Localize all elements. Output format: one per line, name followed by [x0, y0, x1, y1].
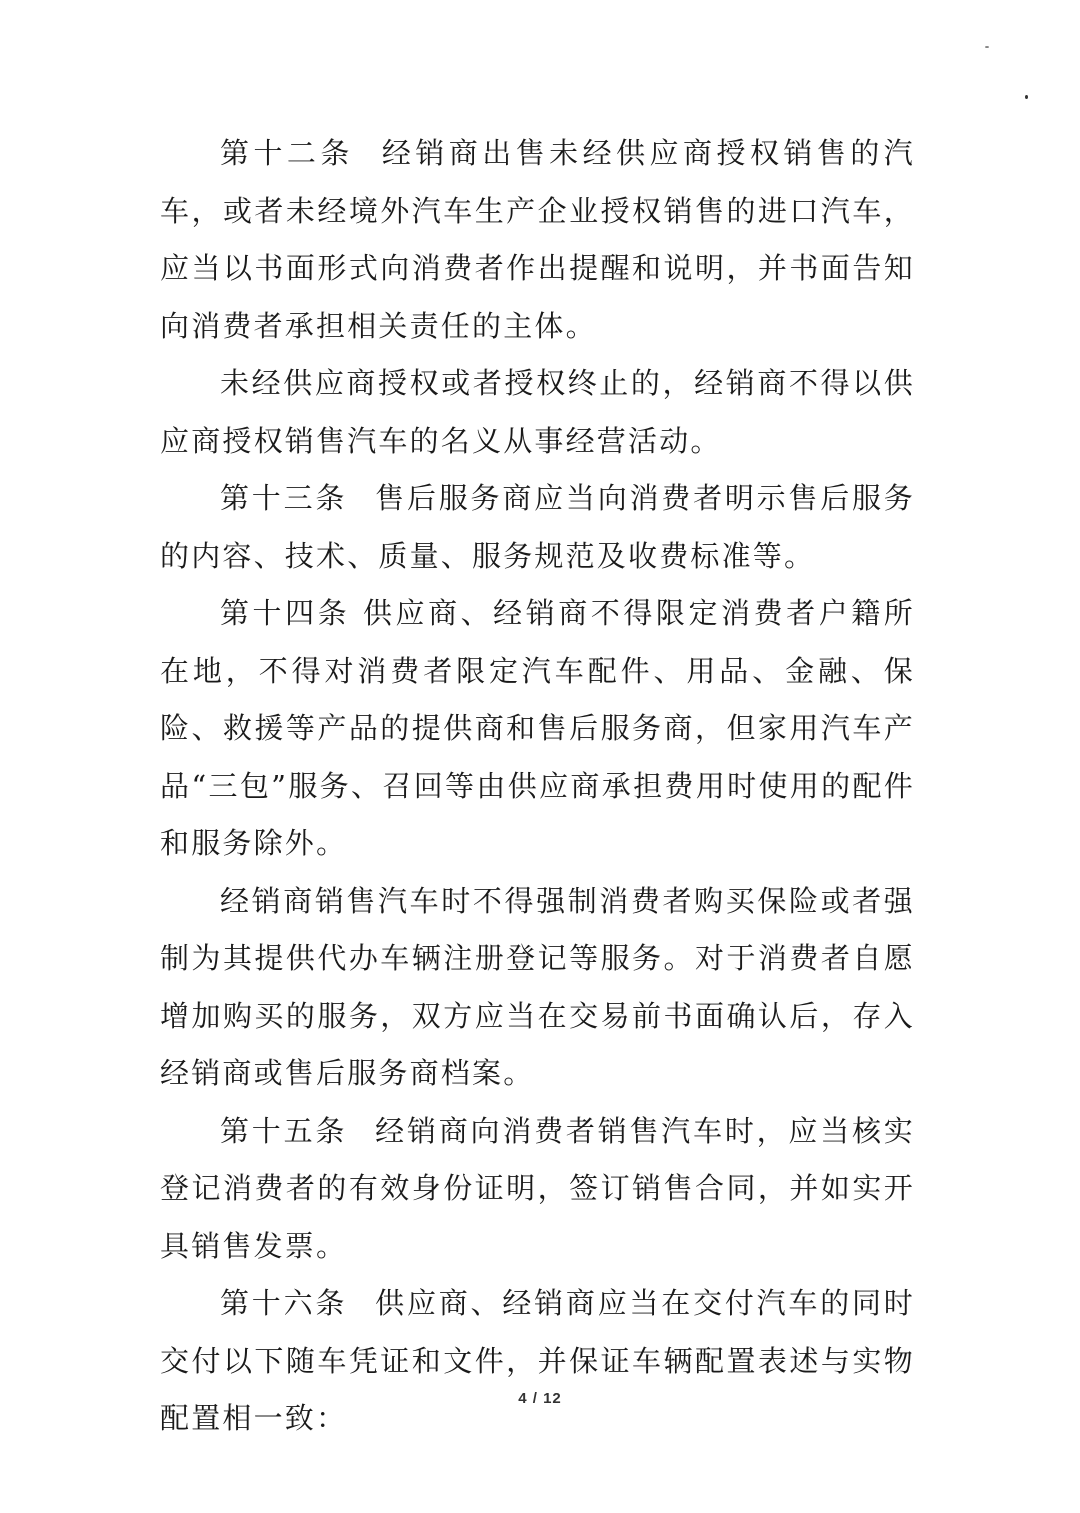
article-number: 第十五条 [220, 1113, 348, 1148]
paragraph-text: 经销商出售未经供应商授权销售的汽车，或者未经境外汽车生产企业授权销售的进口汽车，应当以书面形式向消费者作出提醒和说明，并书面告知向消费者承担相关责任的主体。 [160, 136, 915, 343]
paragraph-text: 第十四条 供应商、经销商不得限定消费者户籍所在地，不得对消费者限定汽车配件、用品、金融、保险、救援等产品的提供商和售后服务商，但家用汽车产品“三包”服务、召回等由供应商承担费用时使用的配件和服务除外。 [160, 596, 915, 860]
article-number: 第十六条 [220, 1286, 348, 1320]
document-body [160, 125, 915, 1448]
paragraph-text: 未经供应商授权或者授权终止的，经销商不得以供应商授权销售汽车的名义从事经营活动。 [160, 366, 915, 458]
scan-speck [1025, 95, 1028, 99]
scan-speck [985, 46, 989, 48]
paragraph-article-13 [160, 470, 915, 585]
paragraph-article-15 [160, 1103, 915, 1276]
paragraph-text: 售后服务商应当向消费者明示售后服务的内容、技术、质量、服务规范及收费标准等。 [160, 481, 915, 573]
page-number: 4 / 12 [518, 1390, 562, 1407]
paragraph-article-14 [160, 585, 915, 873]
paragraph-text: 经销商向消费者销售汽车时，应当核实登记消费者的有效身份证明，签订销售合同，并如实开具销售发票。 [160, 1113, 915, 1263]
paragraph-text: 经销商销售汽车时不得强制消费者购买保险或者强制为其提供代办车辆注册登记等服务。对于消费者自愿增加购买的服务，双方应当在交易前书面确认后，存入经销商或售后服务商档案。 [160, 883, 915, 1090]
article-number: 第十二条 [220, 136, 354, 170]
paragraph-article-12-clause-2 [160, 355, 915, 470]
paragraph-article-12 [160, 125, 915, 355]
paragraph-article-14-clause-2 [160, 873, 915, 1103]
paragraph-text: 供应商、经销商应当在交付汽车的同时交付以下随车凭证和文件，并保证车辆配置表述与实物配置相一致： [160, 1286, 915, 1435]
article-number: 第十三条 [220, 481, 348, 515]
paragraph-article-16 [160, 1275, 915, 1448]
